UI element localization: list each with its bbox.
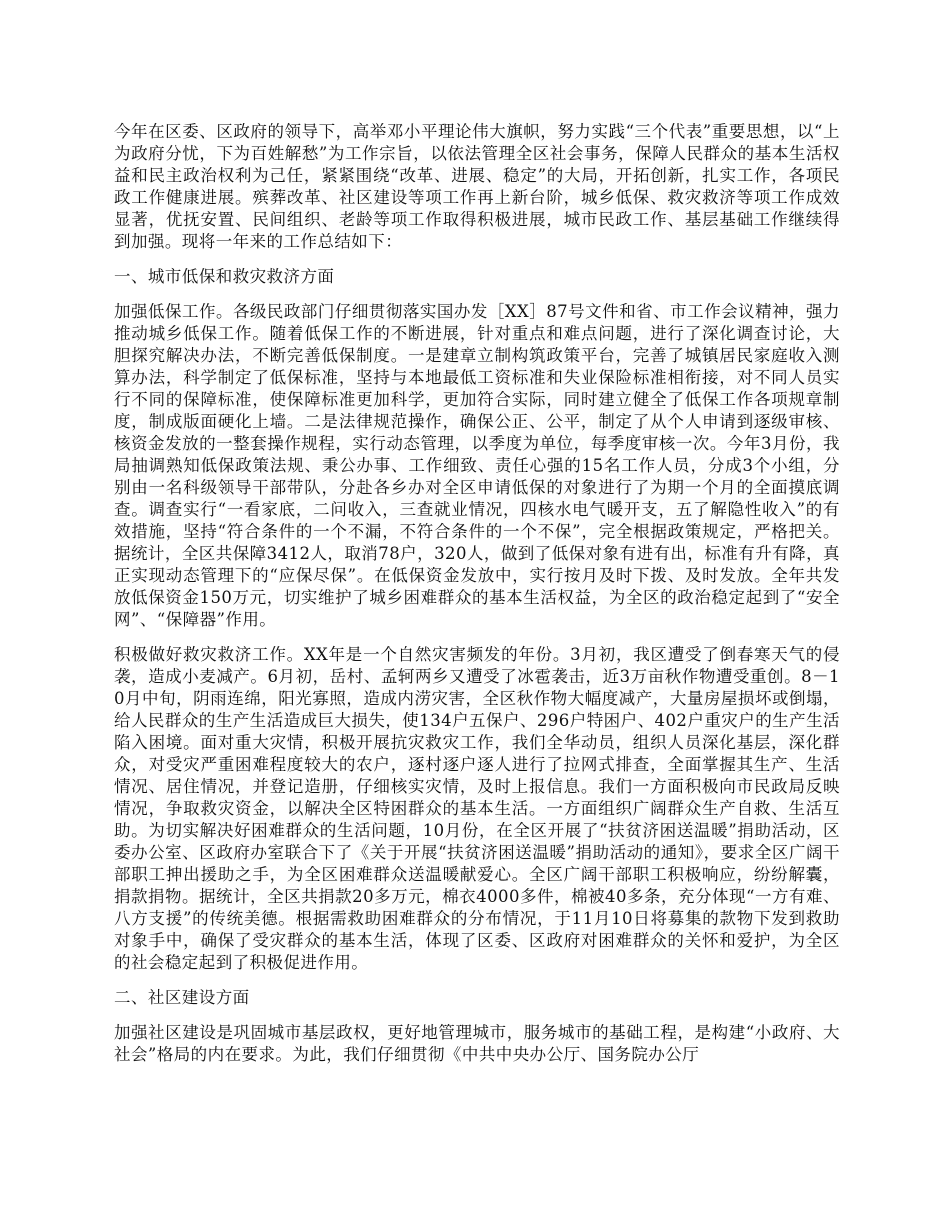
section-heading-community-building: 二、社区建设方面 bbox=[114, 988, 250, 1007]
document-page bbox=[114, 121, 840, 1079]
section-heading-low-income-relief: 一、城市低保和救灾救济方面 bbox=[114, 267, 335, 286]
paragraph-disaster-relief: 积极做好救灾救济工作。XX年是一个自然灾害频发的年份。3月初，我区遭受了倒春寒天气的侵袭，造成小麦减产。6月初，岳村、孟轲两乡又遭受了冰雹袭击，近3万亩秋作物遭受重创。8－10月中旬，阴雨连绵，阳光寡照，造成内涝灾害，全区秋作物大幅度减产，大量房屋损坏或倒塌，给人民群众的生产生活造成巨大损失，使134户五保户、296户特困户、402户重灾户的生产生活陷入困境。面对重大灾情，积极开展抗灾救灾工作，我们全华动员，组织人员深化基层，深化群众，对受灾严重困难程度较大的农户，逐村逐户逐人进行了拉网式排查，全面掌握其生产、生活情况、居住情况，并登记造册，仔细核实灾情，及时上报信息。我们一方面积极向市民政局反映情况，争取救灾资金，以解决全区特困群众的基本生活。一方面组织广阔群众生产自救、生活互助。为切实解决好困难群众的生活问题，10月份，在全区开展了“扶贫济困送温暖”捐助活动，区委办公室、区政府办室联合下了《关于开展“扶贫济困送温暖”捐助活动的通知》，要求全区广阔干部职工抻出援助之手，为全区困难群众送温暖献爱心。全区广阔干部职工积极响应，纷纷解囊，捐款捐物。据统计，全区共捐款20多万元，棉衣4000多件，棉被40多条，充分体现“一方有难、八方支援”的传统美德。根据需救助困难群众的分布情况，于11月10日将募集的款物下发到救助对象手中，确保了受灾群众的基本生活，体现了区委、区政府对困难群众的关怀和爱护，为全区的社会稳定起到了积极促进作用。 bbox=[114, 645, 840, 972]
paragraph-low-income-security: 加强低保工作。各级民政部门仔细贯彻落实国办发［XX］87号文件和省、市工作会议精神，强力推动城乡低保工作。随着低保工作的不断进展，针对重点和难点问题，进行了深化调查讨论，大胆探究解决办法，不断完善低保制度。一是建章立制构筑政策平台，完善了城镇居民家庭收入测算办法，科学制定了低保标准，坚持与本地最低工资标准和失业保险标准相衔接，对不同人员实行不同的保障标准，使保障标准更加科学，更加符合实际，同时建立健全了低保工作各项规章制度，制成版面硬化上墙。二是法律规范操作，确保公正、公平，制定了从个人申请到逐级审核、核资金发放的一整套操作规程，实行动态管理，以季度为单位，每季度审核一次。今年3月份，我局抽调熟知低保政策法规、秉公办事、工作细致、责任心强的15名工作人员，分成3个小组，分别由一名科级领导干部带队，分赴各乡办对全区申请低保的对象进行了为期一个月的全面摸底调查。调查实行“一看家底，二问收入，三查就业情况，四核水电气暖开支，五了解隐性收入”的有效措施，坚持“符合条件的一个不漏，不符合条件的一个不保”，完全根据政策规定，严格把关。据统计，全区共保障3412人，取消78户，320人，做到了低保对象有进有出，标准有升有降，真正实现动态管理下的“应保尽保”。在低保资金发放中，实行按月及时下拨、及时发放。全年共发放低保资金150万元，切实维护了城乡困难群众的基本生活权益，为全区的政治稳定起到了“安全网”、“保障器”作用。 bbox=[114, 302, 840, 629]
paragraph-community-building: 加强社区建设是巩固城市基层政权，更好地管理城市，服务城市的基础工程，是构建“小政府、大社会”格局的内在要求。为此，我们仔细贯彻《中共中央办公厅、国务院办公厅 bbox=[114, 1023, 840, 1064]
intro-paragraph: 今年在区委、区政府的领导下，高举邓小平理论伟大旗帜，努力实践“三个代表”重要思想，以“上为政府分忧，下为百姓解愁”为工作宗旨，以依法管理全区社会事务，保障人民群众的基本生活权益和民主政治权利为己任，紧紧围绕“改革、进展、稳定”的大局，开拓创新，扎实工作，各项民政工作健康进展。殡葬改革、社区建设等项工作再上新台阶，城乡低保、救灾救济等项工作成效显著，优抚安置、民间组织、老龄等项工作取得积极进展，城市民政工作、基层基础工作继续得到加强。现将一年来的工作总结如下： bbox=[114, 122, 840, 251]
